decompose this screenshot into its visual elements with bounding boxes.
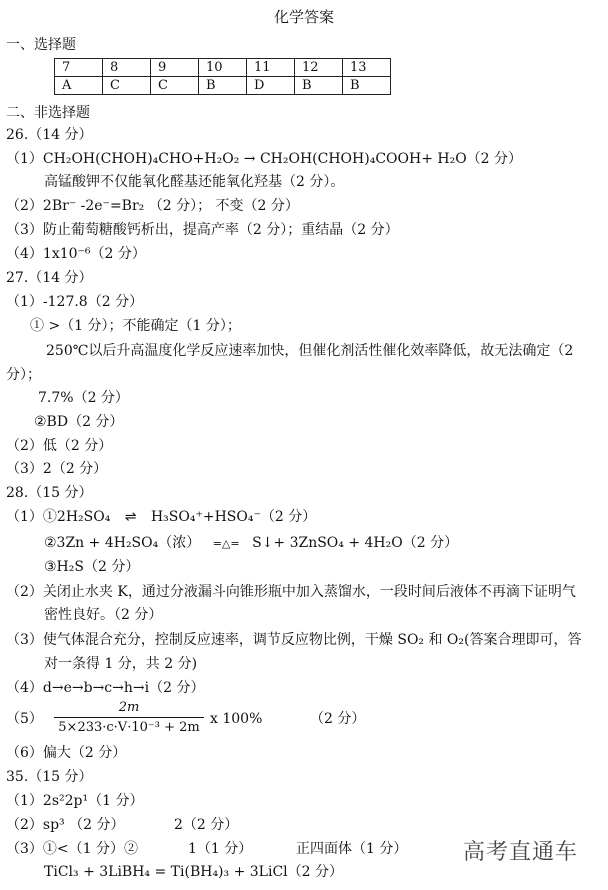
table-cell-answer: B	[295, 77, 343, 95]
q28-part2-a: （2）关闭止水夹 K，通过分液漏斗向锥形瓶中加入蒸馏水，一段时间后液体不再滴下证明气	[6, 584, 576, 600]
q27-part1-d: 7.7%（2 分）	[38, 390, 129, 406]
q28-part1-c: ③H₂S（2 分）	[44, 559, 140, 575]
table-cell-number: 9	[151, 59, 199, 77]
q27-part1-e: ②BD（2 分）	[34, 414, 124, 430]
fraction-denominator: 5×233·c·V·10⁻³ + 2m	[58, 720, 200, 735]
table-cell-answer: D	[247, 77, 295, 95]
q28-part1-a-right: H₃SO₄⁺+HSO₄⁻（2 分）	[150, 509, 317, 525]
q28-part5-tail: x 100%	[210, 711, 263, 727]
q35-part3-b: 1（1 分）	[188, 841, 253, 857]
table-cell-number: 7	[55, 59, 103, 77]
table-cell-number: 12	[295, 59, 343, 77]
q27-part1-c: 分）；	[6, 367, 41, 383]
table-cell-answer: A	[55, 77, 103, 95]
q26-part1-note: 高锰酸钾不仅能氧化醛基还能氧化羟基（2 分）。	[44, 174, 345, 190]
table-cell-number: 13	[343, 59, 391, 77]
table-cell-answer: C	[151, 77, 199, 95]
q28-part1-b-right: S↓+ 3ZnSO₄ + 4H₂O（2 分）	[252, 535, 459, 551]
table-cell-number: 11	[247, 59, 295, 77]
q26-part1-equation: CH₂OH(CHOH)₄CHO+H₂O₂ → CH₂OH(CHOH)₄COOH+ H₂O（2 分）	[42, 151, 523, 167]
q27-part1-a: ① >（1 分）；不能确定（1 分）；	[30, 318, 241, 334]
table-cell-number: 8	[103, 59, 151, 77]
q35-part3-c: 正四面体（1 分）	[296, 841, 408, 857]
q28-part5-label: （5）	[6, 711, 43, 727]
q28-part5-score: （2 分）	[310, 711, 366, 727]
section-choice-heading: 一、选择题	[6, 37, 76, 53]
q27-part2: （2）低（2 分）	[6, 438, 113, 454]
q28-part1-a-left: （1）①2H₂SO₄	[6, 509, 111, 525]
section-nonchoice-heading: 二、非选择题	[6, 105, 90, 121]
q26-part1-label: （1）	[6, 151, 43, 167]
q28-part1-b	[44, 534, 458, 553]
heat-arrow-icon: =△=	[212, 537, 240, 550]
fraction-numerator: 2m	[54, 700, 204, 718]
q28-part5-fraction	[54, 700, 204, 735]
q35-part3-a: （3）①<（1 分）②	[6, 841, 138, 857]
q26-part1	[6, 150, 522, 168]
table-cell-number: 10	[199, 59, 247, 77]
q26-part2: （2）2Br⁻ -2e⁻=Br₂ （2 分）； 不变（2 分）	[6, 198, 299, 214]
q35-part2-a: （2）sp³ （2 分）	[6, 817, 125, 833]
q35-heading: 35.（15 分）	[6, 769, 93, 785]
q35-part3-equation: TiCl₃ + 3LiBH₄ = Ti(BH₄)₃ + 3LiCl（2 分）	[44, 864, 343, 880]
q27-part1-b: 250℃以后升高温度化学反应速率加快，但催化剂活性催化效率降低，故无法确定（2	[46, 343, 574, 359]
q35-part1: （1）2s²2p¹（1 分）	[6, 793, 144, 809]
table-row-numbers	[55, 59, 391, 77]
page-title: 化学答案	[273, 8, 334, 26]
q27-part3: （3）2（2 分）	[6, 461, 108, 477]
table-cell-answer: C	[103, 77, 151, 95]
q28-heading: 28.（15 分）	[6, 485, 93, 501]
q28-part2-b: 密性良好。（2 分）	[44, 607, 163, 623]
table-cell-answer: B	[199, 77, 247, 95]
choice-answer-table	[54, 58, 391, 95]
watermark-logo: 高考直通车	[462, 840, 578, 865]
q26-part4: （4）1x10⁻⁶（2 分）	[6, 246, 146, 262]
equilibrium-arrow-icon: ⇌	[124, 509, 137, 525]
q26-heading: 26.（14 分）	[6, 127, 93, 143]
q26-part3: （3）防止葡萄糖酸钙析出，提高产率（2 分）；重结晶（2 分）	[6, 222, 399, 238]
q28-part4: （4）d→e→b→c→h→i（2 分）	[6, 680, 205, 696]
q35-part2-b: 2（2 分）	[174, 817, 239, 833]
q28-part1-b-left: ②3Zn + 4H₂SO₄（浓）	[44, 535, 201, 551]
q28-part1-a	[6, 508, 316, 526]
table-row-answers	[55, 77, 391, 95]
q28-part3-a: （3）使气体混合充分，控制反应速率，调节反应物比例，干燥 SO₂ 和 O₂(答案合理即可，答	[6, 632, 582, 648]
q28-part3-b: 对一条得 1 分，共 2 分)	[44, 656, 198, 672]
q28-part6: （6）偏大（2 分）	[6, 745, 127, 761]
q27-heading: 27.（14 分）	[6, 270, 93, 286]
q27-part1: （1）-127.8（2 分）	[6, 294, 144, 310]
table-cell-answer: B	[343, 77, 391, 95]
